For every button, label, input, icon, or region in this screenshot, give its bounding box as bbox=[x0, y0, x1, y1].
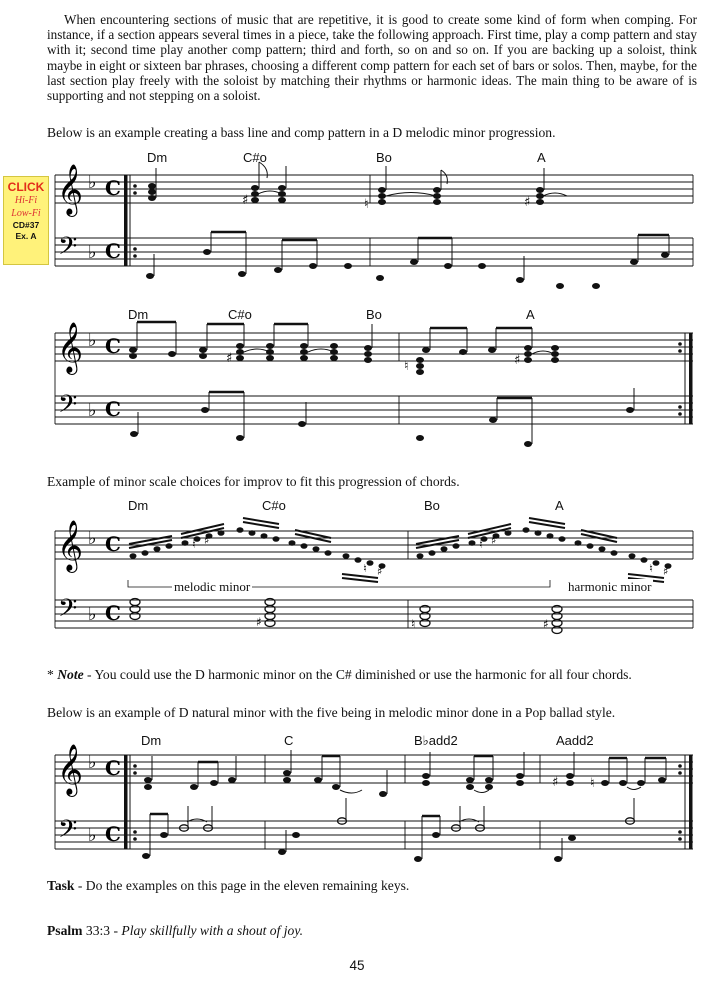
svg-text:♯: ♯ bbox=[377, 565, 383, 578]
flat-icon: ♭ bbox=[88, 242, 97, 263]
treble-clef-icon: 𝄞 bbox=[57, 322, 84, 373]
svg-text:♯: ♯ bbox=[514, 353, 521, 368]
treble-clef-icon: 𝄞 bbox=[57, 744, 84, 795]
grand-staff-system-2 bbox=[0, 318, 714, 448]
treble-clef-icon: 𝄞 bbox=[57, 520, 84, 571]
chord-symbol: B♭add2 bbox=[414, 733, 458, 748]
chord-symbol: Dm bbox=[147, 150, 168, 165]
svg-text:♮: ♮ bbox=[590, 776, 595, 791]
chord-symbol: Dm bbox=[128, 498, 149, 513]
example3-caption: Below is an example of D natural minor with the five being in melodic minor done in a Pop ballad style. bbox=[47, 705, 616, 720]
svg-text:♮: ♮ bbox=[649, 562, 653, 575]
note-star: * bbox=[47, 667, 54, 682]
hifi-link[interactable]: Hi-Fi bbox=[14, 195, 38, 206]
common-time-icon: C bbox=[105, 176, 121, 200]
svg-text:♯: ♯ bbox=[524, 195, 531, 210]
flat-icon: ♭ bbox=[88, 825, 97, 846]
task-line bbox=[47, 878, 409, 894]
bass-clef-icon: 𝄢 bbox=[58, 815, 78, 850]
common-time-icon: C bbox=[105, 334, 121, 358]
flat-icon: ♭ bbox=[88, 400, 97, 421]
svg-text:♮: ♮ bbox=[192, 538, 196, 551]
task-body: - Do the examples on this page in the eleven remaining keys. bbox=[77, 878, 410, 893]
svg-text:♯: ♯ bbox=[552, 775, 559, 790]
chord-symbol: A bbox=[526, 307, 535, 322]
bass-clef-icon: 𝄢 bbox=[58, 390, 78, 425]
flat-icon: ♭ bbox=[88, 172, 97, 193]
chord-symbol: Bo bbox=[366, 307, 382, 322]
chord-symbol: C bbox=[284, 733, 294, 748]
harmonic-minor-label: harmonic minor bbox=[568, 579, 652, 594]
flat-icon: ♭ bbox=[88, 752, 97, 773]
melodic-minor-label: melodic minor bbox=[174, 579, 251, 594]
chord-symbol: Bo bbox=[376, 150, 392, 165]
svg-text:♮: ♮ bbox=[411, 617, 416, 631]
note-line bbox=[47, 667, 632, 683]
chord-symbol: A bbox=[555, 498, 564, 513]
chord-symbol: C#o bbox=[262, 498, 286, 513]
svg-text:♯: ♯ bbox=[543, 617, 549, 631]
common-time-icon: C bbox=[105, 601, 121, 625]
common-time-icon: C bbox=[105, 239, 121, 263]
chord-symbol: A bbox=[537, 150, 546, 165]
note-body: - You could use the D harmonic minor on the C# diminished or use the harmonic for all four chords. bbox=[87, 667, 632, 682]
psalm-ref: 33:3 - bbox=[85, 923, 118, 938]
common-time-icon: C bbox=[105, 397, 121, 421]
intro-paragraph: When encountering sections of music that are repetitive, it is good to create some kind of form when comping. For instance, if a section appears several times in a piece, take the following approach. First time, play a comp pattern and stay with it; second time play another comp pattern; third and forth, so on and so on. If you are backing up a soloist, think maybe in eight or sixteen bar phrases, choosing a different comp pattern for each set of bars or solos. Then, maybe, for the last section play freely with the soloist by matching their rhythms or harmonic ideas. The main thing to be aware of is supporting and not stepping on a soloist. bbox=[47, 12, 697, 104]
example2-caption: Example of minor scale choices for improv to fit this progression of chords. bbox=[47, 474, 460, 489]
grand-staff-system-1 bbox=[0, 160, 714, 290]
lofi-link[interactable]: Low-Fi bbox=[11, 208, 41, 219]
flat-icon: ♭ bbox=[88, 528, 97, 549]
grand-staff-system-4 bbox=[0, 742, 714, 872]
note-label: Note bbox=[57, 667, 84, 682]
svg-text:♯: ♯ bbox=[242, 193, 249, 208]
svg-text:♮: ♮ bbox=[363, 562, 367, 575]
svg-text:♯: ♯ bbox=[491, 534, 497, 547]
chord-symbol: Dm bbox=[128, 307, 149, 322]
common-time-icon: C bbox=[105, 532, 121, 556]
bass-clef-icon: 𝄢 bbox=[58, 594, 78, 629]
task-label: Task bbox=[47, 878, 75, 893]
chord-symbol: C#o bbox=[243, 150, 267, 165]
cd-track-label: CD#37 bbox=[12, 220, 40, 230]
psalm-line bbox=[47, 923, 303, 939]
chord-symbol: C#o bbox=[228, 307, 252, 322]
bass-clef-icon: 𝄢 bbox=[58, 232, 78, 267]
svg-text:♮: ♮ bbox=[479, 538, 483, 551]
psalm-quote: Play skillfully with a shout of joy. bbox=[121, 923, 304, 938]
flat-icon: ♭ bbox=[88, 604, 97, 625]
chord-symbol: Bo bbox=[424, 498, 440, 513]
common-time-icon: C bbox=[105, 822, 121, 846]
example1-caption: Below is an example creating a bass line and comp pattern in a D melodic minor progression. bbox=[47, 125, 556, 140]
svg-text:♯: ♯ bbox=[256, 615, 262, 629]
example-label: Ex. A bbox=[15, 231, 37, 241]
svg-text:♮: ♮ bbox=[404, 359, 409, 374]
click-label[interactable]: CLICK bbox=[7, 180, 45, 194]
svg-text:♮: ♮ bbox=[364, 197, 369, 212]
flat-icon: ♭ bbox=[88, 330, 97, 351]
treble-clef-icon: 𝄞 bbox=[57, 164, 84, 215]
svg-text:♯: ♯ bbox=[226, 351, 233, 366]
psalm-label: Psalm bbox=[47, 923, 83, 938]
svg-text:♯: ♯ bbox=[204, 534, 210, 547]
chord-symbol: Dm bbox=[141, 733, 162, 748]
svg-text:♯: ♯ bbox=[663, 565, 669, 578]
chord-symbol: Aadd2 bbox=[556, 733, 594, 748]
common-time-icon: C bbox=[105, 756, 121, 780]
page-number: 45 bbox=[349, 958, 365, 973]
